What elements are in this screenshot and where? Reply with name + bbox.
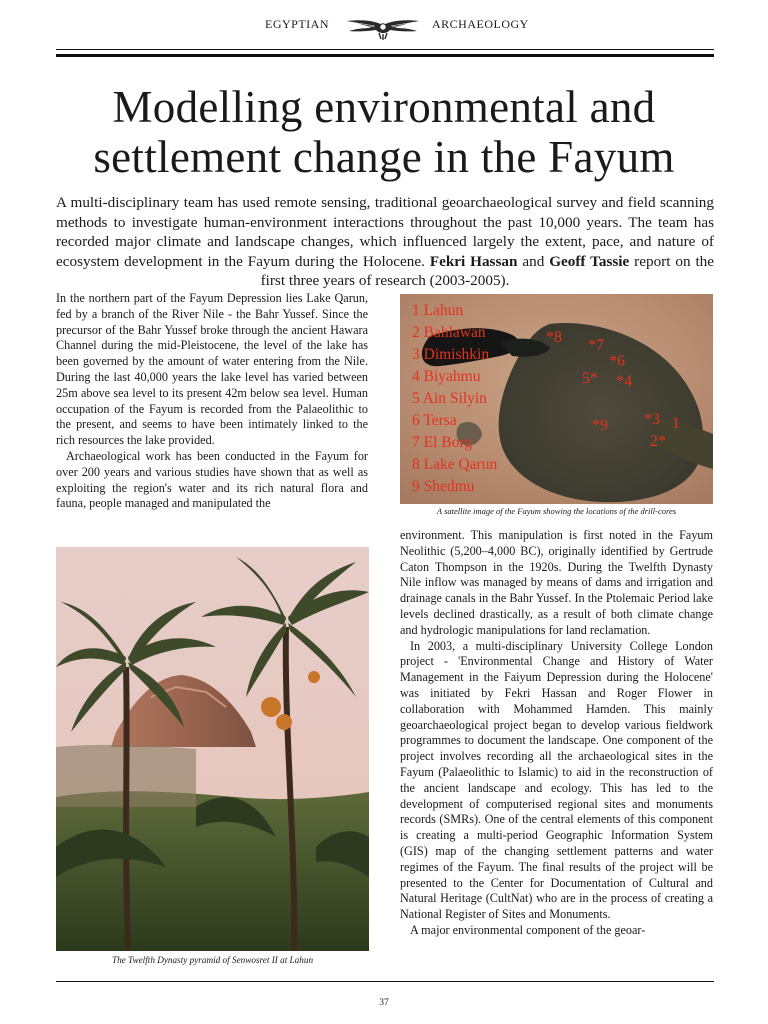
marker-star: * (588, 337, 596, 354)
body-paragraph: In the northern part of the Fayum Depression lies Lake Qarun, fed by a branch of the River Nile - the Bahr Yussef. Since the precursor of the Bahr Yussef broke through the ancient Hawara Channel during the mid-Pleistocene, the level of the lake has been governed by the amount of water entering from the Nile. During the last 40,000 years the lake level has varied between 25m above sea level to its present 42m below sea level. Human occupation of the Fayum is recorded from the Palaeolithic to the present, and seems to have been intimately linked to the rich resources the lake provided. (56, 291, 368, 448)
marker-number: 5 (582, 370, 590, 387)
marker-star: * (590, 370, 598, 387)
marker-number: 4 (624, 373, 632, 390)
drill-core-marker (644, 412, 660, 428)
drill-core-marker (609, 354, 625, 370)
marker-number: 3 (652, 411, 660, 428)
marker-number: 6 (617, 353, 625, 370)
satellite-legend-item: 2 Bahlawan (412, 324, 486, 341)
marker-number: 7 (596, 337, 604, 354)
marker-star: * (609, 353, 617, 370)
drill-core-marker (672, 416, 680, 432)
drill-core-marker (650, 434, 666, 450)
marker-star: * (658, 433, 666, 450)
satellite-legend-item: 7 El Borg (412, 434, 472, 451)
satellite-legend-item: 5 Ain Silyin (412, 390, 487, 407)
body-column-left (56, 291, 368, 512)
standfirst-text: A multi-disciplinary team has used remote sensing, traditional geoarchaeological survey and field scanning methods to investigate human-environment interactions throughout the past 10,000 years. The team has recorded major climate and landscape changes, which influenced largely the extent, pace, and nature of ecosystem development in the Fayum during the Holocene. (56, 194, 714, 270)
satellite-caption: A satellite image of the Fayum showing the locations of the drill-cores (436, 506, 677, 516)
page-number: 37 (379, 998, 389, 1008)
article-title (40, 82, 728, 182)
satellite-legend-item: 6 Tersa (412, 412, 457, 429)
standfirst-tail: report on the first three years of research (2003-2005). (260, 252, 715, 289)
marker-number: 1 (672, 415, 680, 432)
marker-star: * (644, 411, 652, 428)
photo-caption: The Twelfth Dynasty pyramid of Senwosret II at Lahun (111, 955, 314, 965)
journal-name-left: EGYPTIAN (265, 17, 329, 31)
drill-core-marker (616, 374, 632, 390)
marker-star: * (546, 329, 554, 346)
satellite-legend-item: 1 Lahun (412, 302, 464, 319)
drill-core-marker (588, 338, 604, 354)
standfirst (56, 193, 714, 291)
footer-rule (56, 981, 714, 982)
body-paragraph: In 2003, a multi-disciplinary University College London project - 'Environmental Change and History of Water Management in the Faiyum Depression during the Holocene' was initiated by Fekri Hassan and Roger Flower in collaboration with Mohammed Hamden. This mainly geoarchaeological project began to develop various fieldwork programmes to document the landscape. One component of the project involves recording all the archaeological sites in the Fayum (Palaeolithic to Islamic) to aid in the reconstruction of the ancient landscape and ecology. This has led to the development of computerised regional sites and monuments records (SMRs). One of the central elements of this component is creating a multi-period Geographic Information System (GIS) map of the changing settlement patterns and water regimes of the Fayum. The final results of the project will be presented to the Center for Documentation of Cultural and Natural Heritage (CultNat) who are in the process of creating a National Register of Sites and Monuments. (400, 638, 713, 922)
marker-star: * (592, 417, 600, 434)
body-paragraph: environment. This manipulation is first noted in the Fayum Neolithic (5,200–4,000 BC), originally identified by Gertrude Caton Thompson in the 1920s. During the Twelfth Dynasty Nile inflow was managed by means of dams and irrigation and drainage canals in the Bahr Yussef. In the Ptolemaic Period lake levels declined drastically, as a result of both climate change and hydrologic manipulations for land reclamation. (400, 528, 713, 637)
author-name: Geoff Tassie (549, 252, 630, 270)
marker-number: 8 (554, 329, 562, 346)
body-paragraph: A major environmental component of the geoar- (410, 922, 646, 937)
winged-sun-disk-icon (345, 17, 421, 41)
satellite-legend-item: 4 Biyahmu (412, 368, 481, 385)
author-name: Fekri Hassan (429, 252, 518, 270)
drill-core-marker (546, 330, 562, 346)
body-paragraph: Archaeological work has been conducted in the Fayum for over 200 years and various studies have shown that as well as exploiting the region's water and its rich natural flora and fauna, people managed and manipulated the (56, 448, 368, 511)
title-line-1: Modelling environmental and (112, 82, 656, 132)
drill-core-marker (592, 418, 608, 434)
marker-number: 2 (650, 433, 658, 450)
marker-number: 9 (600, 417, 608, 434)
standfirst-and: and (522, 252, 545, 270)
marker-star: * (616, 373, 624, 390)
satellite-legend-item: 3 Dimishkin (412, 346, 490, 363)
drill-core-marker (582, 371, 598, 387)
satellite-legend-item: 9 Shedmu (412, 478, 475, 495)
header-rule-thin (56, 49, 714, 50)
satellite-legend-item: 8 Lake Qarun (412, 456, 498, 473)
header-rule-thick (56, 54, 714, 57)
journal-name-right: ARCHAEOLOGY (432, 17, 529, 31)
body-column-right (400, 528, 713, 939)
title-line-2: settlement change in the Fayum (93, 132, 675, 182)
satellite-map-image (400, 294, 713, 504)
pyramid-photo (56, 547, 369, 951)
